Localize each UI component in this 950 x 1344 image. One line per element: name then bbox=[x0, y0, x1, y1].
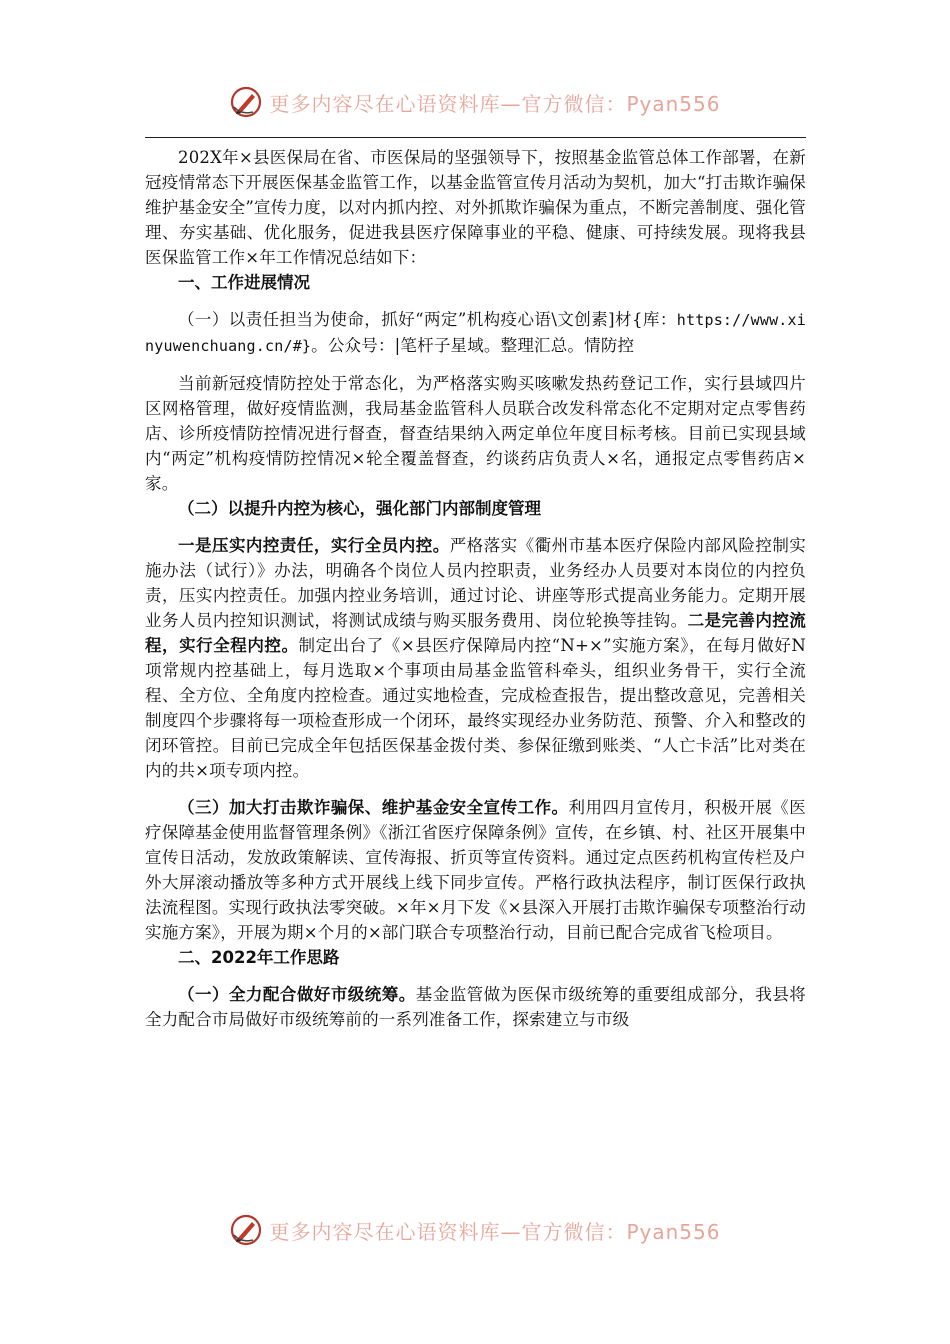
intro-paragraph: 202X年×县医保局在省、市医保局的坚强领导下，按照基金监管总体工作部署，在新冠疫情常态下开展医保基金监管工作，以基金监管宣传月活动为契机，加大“打击欺诈骗保维护基金安全”宣传力度，以对内抓内控、对外抓欺诈骗保为重点，不断完善制度、强化管理、夯实基础、优化服务，促进我县医疗保障事业的平稳、健康、可持续发展。现将我县医保监管工作×年工作情况总结如下： bbox=[145, 148, 806, 267]
publicity-paragraph bbox=[145, 795, 806, 945]
header-banner bbox=[0, 82, 950, 122]
epidemic-paragraph: 当前新冠疫情防控处于常态化，为严格落实购买咳嗽发热药登记工作，实行县域四片区网格管理，做好疫情监测，我局基金监管科人员联合改发科常态化不定期对定点零售药店、诊所疫情防控情况进行督查，督查结果纳入两定单位年度目标考核。目前已实现县域内“两定”机构疫情防控情况×轮全覆盖督查，约谈药店负责人×名，通报定点零售药店×家。 bbox=[145, 374, 806, 493]
pen-logo-icon bbox=[229, 1213, 263, 1247]
city-coordination-text: 基金监管做为医保市级统筹的重要组成部分，我县将全力配合市局做好市级统筹前的一系列准备工作，探索建立与市级 bbox=[145, 985, 806, 1029]
city-coordination-paragraph bbox=[145, 982, 806, 1032]
watermark-url: https://www.xinyuwenchuang.cn/#} bbox=[145, 311, 806, 355]
header-divider bbox=[145, 137, 806, 138]
footer-banner-text: 更多内容尽在心语资料库—官方微信：Pyan556 bbox=[269, 1219, 721, 1244]
publicity-lead: （三）加大打击欺诈骗保、维护基金安全宣传工作。 bbox=[178, 798, 569, 817]
document-body bbox=[145, 145, 806, 1032]
internal-control-paragraph bbox=[145, 533, 806, 783]
internal-control-text-2: 制定出台了《×县医疗保障局内控“N+×”实施方案》，在每月做好N项常规内控基础上，每月选取×个事项由局基金监管科牵头，组织业务骨干，实行全流程、全方位、全角度内控检查。通过实地检查，完成检查报告，提出整改意见，完善相关制度四个步骤将每一项检查形成一个闭环，最终实现经办业务防范、预警、介入和整改的闭环管控。目前已完成全年包括医保基金拨付类、参保征缴到账类、“人亡卡活”比对类在内的共×项专项内控。 bbox=[145, 636, 806, 780]
subsection-1-title: （一）以责任担当为使命，抓好“两定”机构疫心语\文创素]材{库： bbox=[178, 310, 677, 329]
subsection-1-title-tail: 。公众号：|笔杆子星域。整理汇总。情防控 bbox=[311, 336, 635, 355]
pen-logo-icon bbox=[229, 85, 263, 119]
section-heading-2: 二、2022年工作思路 bbox=[178, 948, 340, 967]
subsection-1-paragraph bbox=[145, 307, 806, 359]
section-heading-1: 一、工作进展情况 bbox=[178, 273, 310, 292]
header-banner-text: 更多内容尽在心语资料库—官方微信：Pyan556 bbox=[269, 91, 721, 116]
publicity-text: 利用四月宣传月，积极开展《医疗保障基金使用监督管理条例》《浙江省医疗保障条例》宣传，在乡镇、村、社区开展集中宣传日活动，发放政策解读、宣传海报、折页等宣传资料。通过定点医药机构宣传栏及户外大屏滚动播放等多种方式开展线上线下同步宣传。严格行政执法程序，制订医保行政执法流程图。实现行政执法零突破。×年×月下发《×县深入开展打击欺诈骗保专项整治行动实施方案》，开展为期×个月的×部门联合专项整治行动，目前已配合完成省飞检项目。 bbox=[145, 798, 806, 942]
city-coordination-lead: （一）全力配合做好市级统筹。 bbox=[178, 985, 416, 1004]
internal-control-text-1: 严格落实《衢州市基本医疗保险内部风险控制实施办法（试行）》办法，明确各个岗位人员内控职责，业务经办人员要对本岗位的内控负责，压实内控责任。加强内控业务培训，通过讨论、讲座等形式提高业务能力。定期开展业务人员内控知识测试，将测试成绩与购买服务费用、岗位轮换等挂钩。 bbox=[145, 536, 806, 630]
bold-lead-2: 二是完善内控流程，实行全程内控。 bbox=[145, 611, 806, 655]
bold-lead-1: 一是压实内控责任，实行全员内控。 bbox=[178, 536, 450, 555]
footer-banner bbox=[0, 1210, 950, 1250]
subsection-2-heading: （二）以提升内控为核心，强化部门内部制度管理 bbox=[178, 499, 541, 518]
